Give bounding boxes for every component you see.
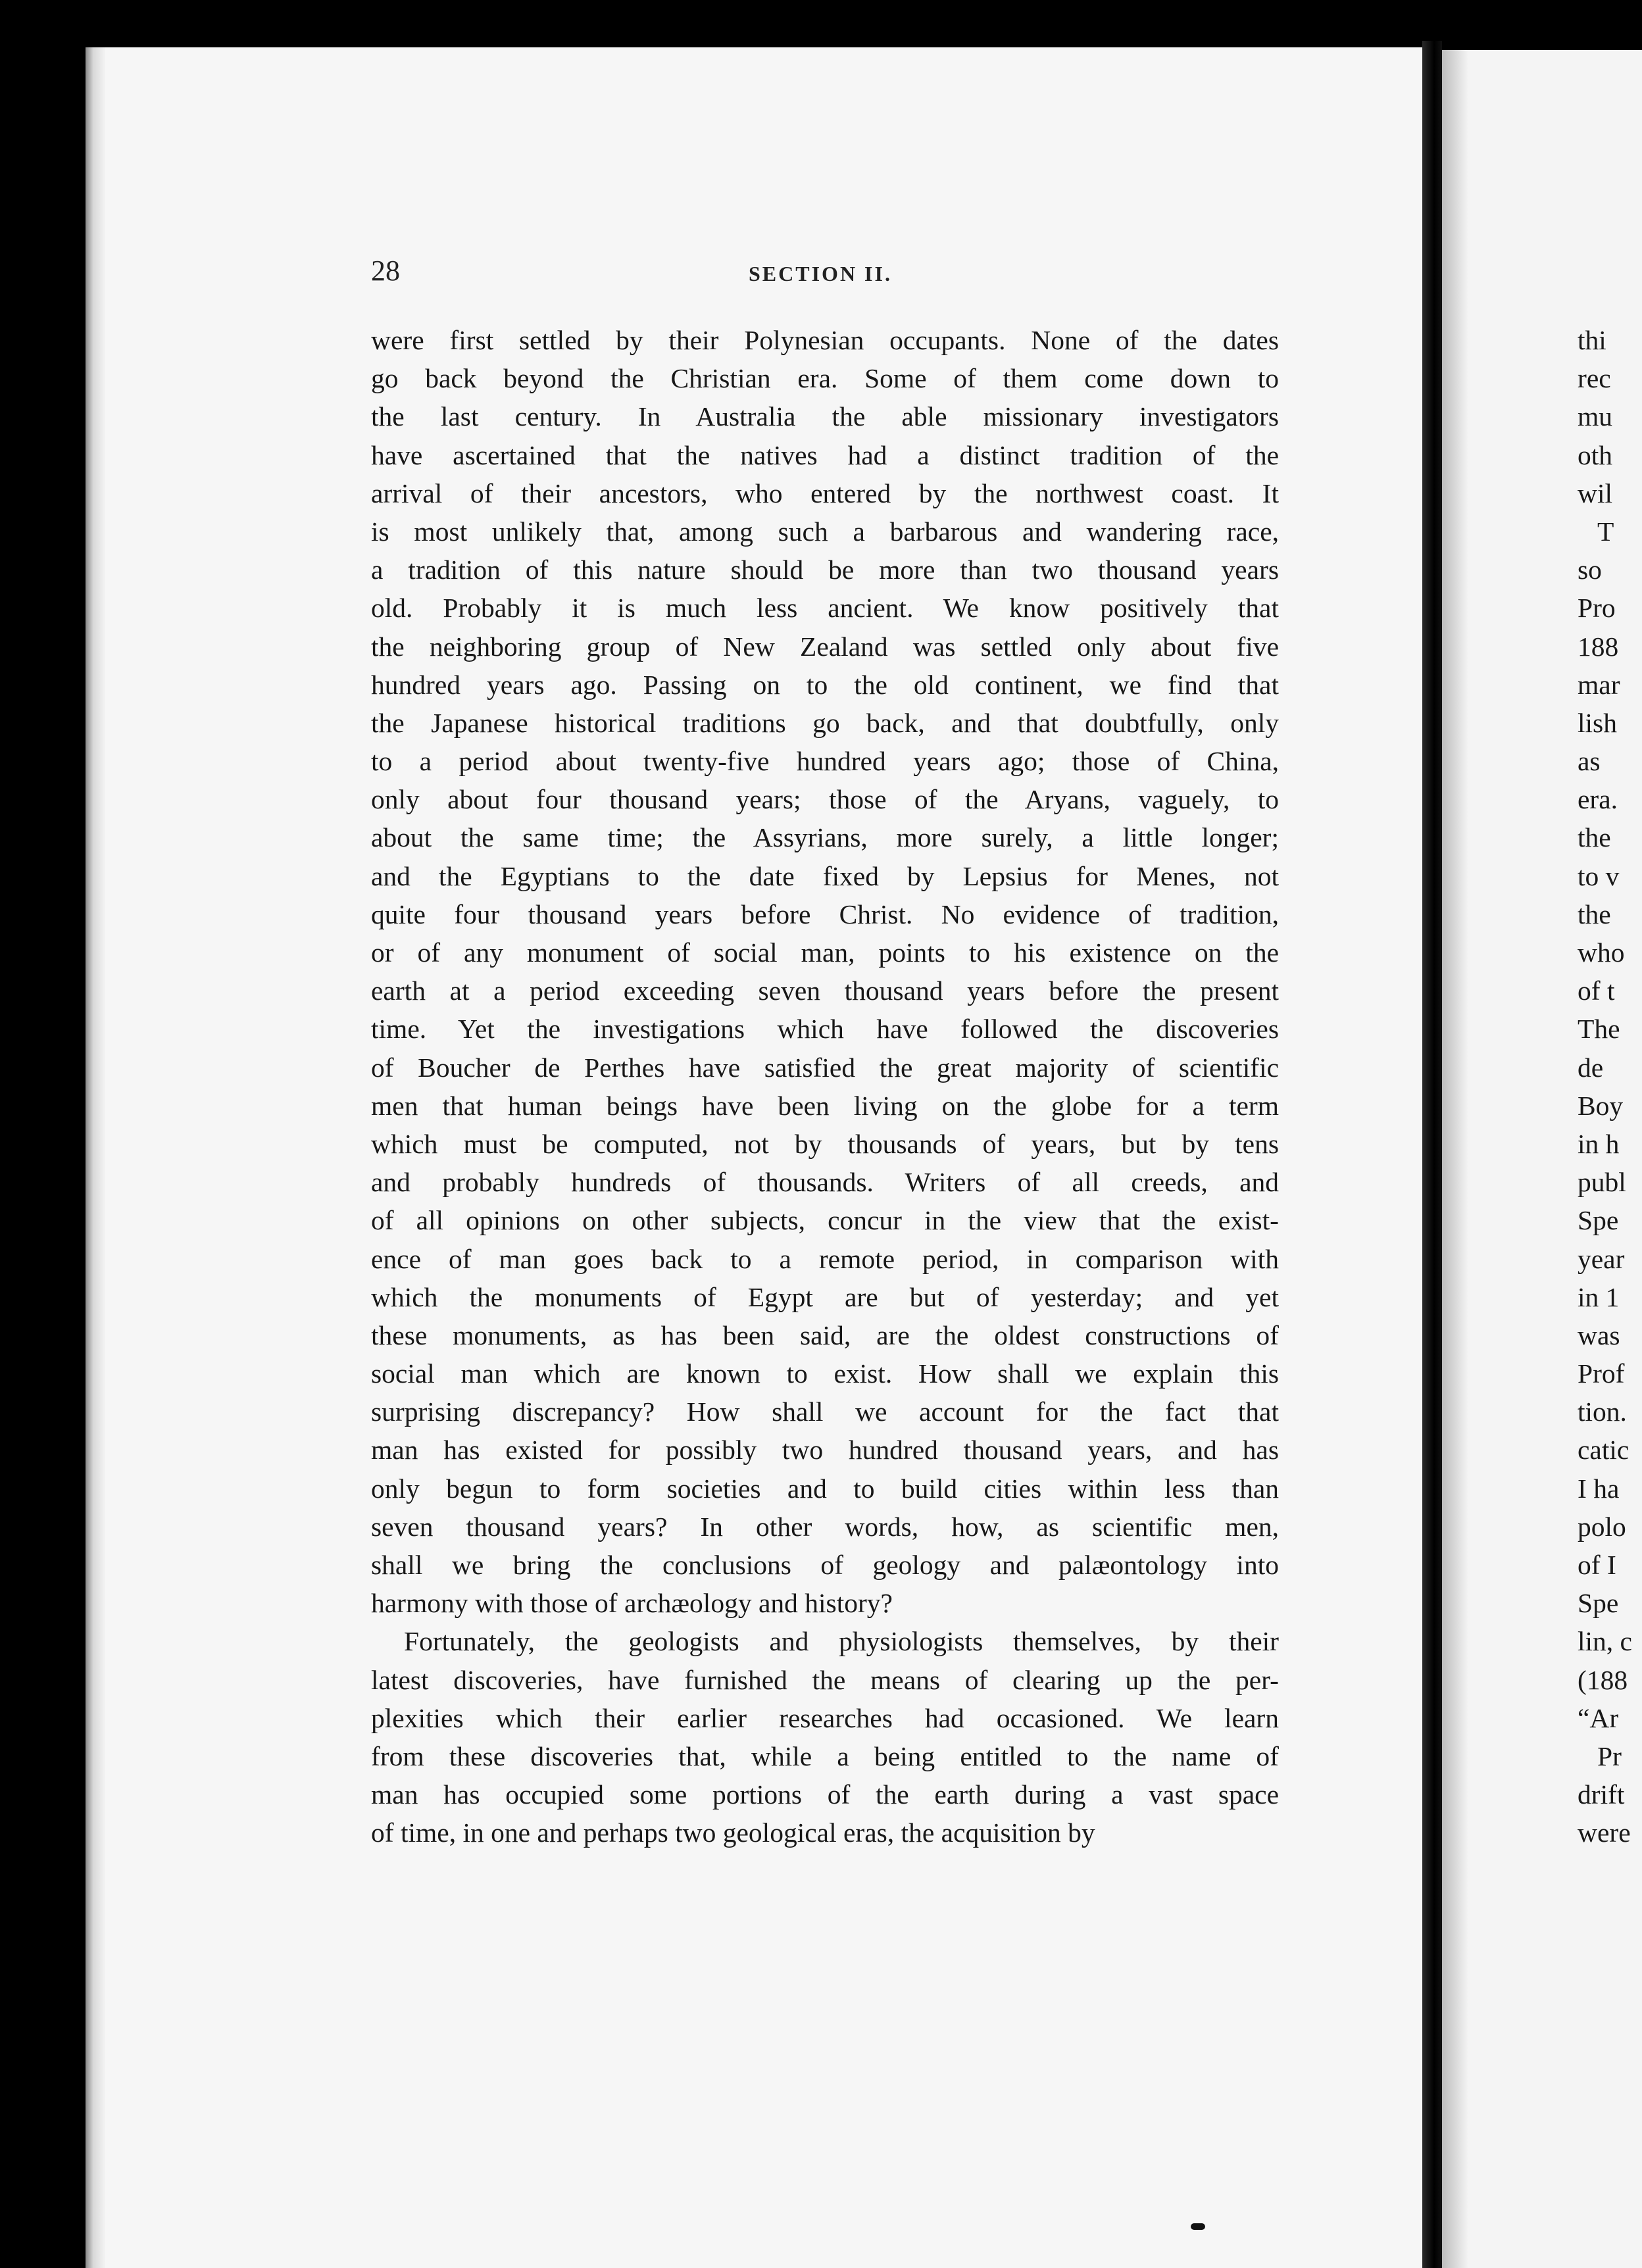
text-line: earth at a period exceeding seven thousand years before the present	[371, 975, 1279, 1006]
text-line: go back beyond the Christian era. Some of them come down to	[371, 363, 1279, 394]
right-page-text-line: Spe	[1578, 1205, 1619, 1236]
text-line: man has existed for possibly two hundred thousand years, and has	[371, 1435, 1279, 1466]
text-line: about the same time; the Assyrians, more surely, a little longer;	[371, 822, 1279, 853]
right-page-text-line: the	[1578, 822, 1611, 853]
right-page-text-line: who	[1578, 937, 1625, 968]
text-line: which must be computed, not by thousands of years, but by tens	[371, 1128, 1279, 1159]
right-page-text-line: I ha	[1578, 1473, 1620, 1504]
right-page-text-line: catic	[1578, 1435, 1630, 1466]
body-text	[371, 321, 1279, 1852]
text-line: quite four thousand years before Christ. No evidence of tradition,	[371, 899, 1279, 929]
text-line: from these discoveries that, while a being entitled to the name of	[371, 1740, 1279, 1771]
text-line: hundred years ago. Passing on to the old continent, we find that	[371, 669, 1279, 700]
text-line: to a period about twenty-five hundred years ago; those of China,	[371, 746, 1279, 777]
right-page-text-line: (188	[1578, 1664, 1628, 1695]
right-page-text-line: thi	[1578, 325, 1606, 355]
right-page-text-line: “Ar	[1578, 1702, 1619, 1733]
text-line: only about four thousand years; those of the Aryans, vaguely, to	[371, 784, 1279, 815]
right-page-text-line: publ	[1578, 1167, 1626, 1198]
text-line: the neighboring group of New Zealand was settled only about five	[371, 631, 1279, 662]
text-line: men that human beings have been living on the globe for a term	[371, 1090, 1279, 1121]
right-page-text-line: in h	[1578, 1128, 1620, 1159]
text-line: old. Probably it is much less ancient. We know positively that	[371, 593, 1279, 624]
text-line: plexities which their earlier researches had occasioned. We learn	[371, 1702, 1279, 1733]
right-page-text-line: year	[1578, 1243, 1625, 1274]
text-line: of all opinions on other subjects, concur in the view that the exist-	[371, 1205, 1279, 1236]
text-line: Fortunately, the geologists and physiologists themselves, by their	[404, 1626, 1279, 1657]
text-line: ence of man goes back to a remote period, in comparison with	[371, 1243, 1279, 1274]
right-page-text-line: lin, c	[1578, 1626, 1632, 1657]
scan-artifact-mark	[1191, 2223, 1205, 2230]
right-page-text-line: rec	[1578, 363, 1611, 394]
right-page-text-line: Pro	[1578, 593, 1616, 624]
right-page-text-line: lish	[1578, 707, 1617, 738]
text-line: surprising discrepancy? How shall we account for the fact that	[371, 1396, 1279, 1427]
text-line: and probably hundreds of thousands. Writers of all creeds, and	[371, 1167, 1279, 1198]
right-page-text-line: as	[1578, 746, 1601, 777]
right-page-text-line: drift	[1578, 1779, 1625, 1810]
right-page-text-line: mu	[1578, 401, 1613, 432]
text-line: which the monuments of Egypt are but of yesterday; and yet	[371, 1281, 1279, 1312]
section-title: SECTION II.	[749, 262, 892, 285]
right-page-text-line: The	[1578, 1014, 1620, 1045]
right-page-text-line: mar	[1578, 669, 1620, 700]
right-page-text-line: Prof	[1578, 1358, 1625, 1389]
text-line: only begun to form societies and to build cities within less than	[371, 1473, 1279, 1504]
right-page-text-line: to v	[1578, 860, 1620, 891]
right-page-text-line: T	[1597, 516, 1614, 547]
right-page-text-line: the	[1578, 899, 1611, 929]
page-number: 28	[371, 255, 400, 287]
right-page-text-line: polo	[1578, 1511, 1626, 1542]
text-line: social man which are known to exist. How shall we explain this	[371, 1358, 1279, 1389]
right-page-text-line: were	[1578, 1817, 1631, 1848]
right-page-text-line: wil	[1578, 478, 1613, 508]
text-line: or of any monument of social man, points to his existence on the	[371, 937, 1279, 968]
book-gutter	[1422, 41, 1442, 2268]
right-page-shadow	[1442, 50, 1468, 2268]
text-line: man has occupied some portions of the earth during a vast space	[371, 1779, 1279, 1810]
text-line: and the Egyptians to the date fixed by Lepsius for Menes, not	[371, 860, 1279, 891]
scan-top-band	[0, 0, 1642, 41]
running-head	[371, 254, 1279, 293]
text-line: is most unlikely that, among such a barbarous and wandering race,	[371, 516, 1279, 547]
right-page-text-line: oth	[1578, 439, 1613, 470]
right-page-text-line: Spe	[1578, 1588, 1619, 1619]
text-line: of Boucher de Perthes have satisfied the great majority of scientific	[371, 1052, 1279, 1083]
right-page-text-line: de	[1578, 1052, 1604, 1083]
text-line: seven thousand years? In other words, how, as scientific men,	[371, 1511, 1279, 1542]
text-line: of time, in one and perhaps two geological eras, the acquisition by	[371, 1817, 1095, 1848]
right-page-text-line: of I	[1578, 1550, 1616, 1580]
right-page-text-line: tion.	[1578, 1396, 1627, 1427]
text-line: have ascertained that the natives had a distinct tradition of the	[371, 439, 1279, 470]
right-page-text-line: so	[1578, 555, 1602, 585]
text-line: shall we bring the conclusions of geology and palæontology into	[371, 1550, 1279, 1580]
text-line: harmony with those of archæology and history?	[371, 1588, 893, 1619]
right-page-text-line: in 1	[1578, 1281, 1620, 1312]
text-line: time. Yet the investigations which have followed the discoveries	[371, 1014, 1279, 1045]
left-page-edge-shadow	[86, 47, 105, 2268]
right-page-text-line: Boy	[1578, 1090, 1624, 1121]
right-page-text-line: of t	[1578, 975, 1615, 1006]
text-line: were first settled by their Polynesian occupants. None of the dates	[371, 325, 1279, 355]
text-line: these monuments, as has been said, are the oldest constructions of	[371, 1319, 1279, 1350]
text-line: arrival of their ancestors, who entered by the northwest coast. It	[371, 478, 1279, 508]
right-page-text-line: 188	[1578, 631, 1619, 662]
right-page-text-line: era.	[1578, 784, 1618, 815]
right-page-text-line: was	[1578, 1319, 1620, 1350]
text-line: the last century. In Australia the able missionary investigators	[371, 401, 1279, 432]
text-line: latest discoveries, have furnished the means of clearing up the per-	[371, 1664, 1279, 1695]
right-page-text-fragments	[1578, 321, 1642, 1852]
right-page-text-line: Pr	[1597, 1740, 1622, 1771]
text-line: a tradition of this nature should be more than two thousand years	[371, 555, 1279, 585]
text-line: the Japanese historical traditions go back, and that doubtfully, only	[371, 707, 1279, 738]
